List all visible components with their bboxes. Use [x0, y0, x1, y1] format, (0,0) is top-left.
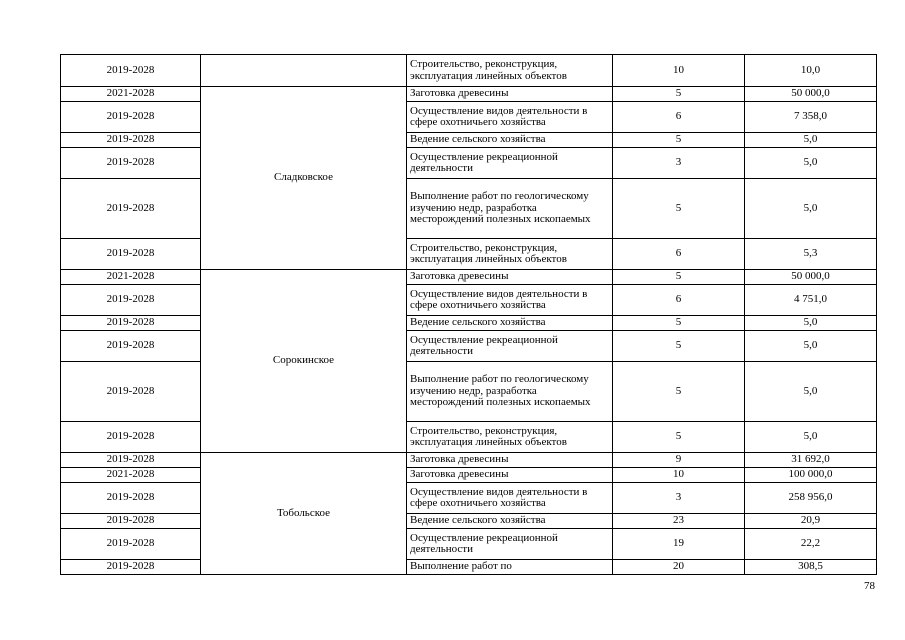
period-cell: 2019-2028: [61, 133, 201, 148]
table-row: [61, 362, 877, 422]
use-type-cell: Осуществление видов деятельности в сфере охотничьего хозяйства: [407, 483, 613, 514]
table-row: [61, 87, 877, 102]
volume-cell: 20,9: [745, 514, 877, 529]
use-type-cell: Строительство, реконструкция, эксплуатация линейных объектов: [407, 239, 613, 270]
table-row: [61, 468, 877, 483]
forestry-cell: [201, 55, 407, 87]
area-cell: 3: [613, 148, 745, 179]
forestry-name: Сладковское: [201, 87, 407, 270]
use-type-cell: Ведение сельского хозяйства: [407, 133, 613, 148]
period-cell: 2019-2028: [61, 148, 201, 179]
period-cell: 2019-2028: [61, 316, 201, 331]
area-cell: 10: [613, 55, 745, 87]
period-cell: 2019-2028: [61, 560, 201, 575]
area-cell: 5: [613, 422, 745, 453]
area-cell: 5: [613, 133, 745, 148]
table-row: [61, 133, 877, 148]
page-number: 78: [864, 580, 875, 592]
table-row: [61, 453, 877, 468]
volume-cell: 308,5: [745, 560, 877, 575]
period-cell: 2019-2028: [61, 55, 201, 87]
volume-cell: 5,0: [745, 331, 877, 362]
volume-cell: 5,0: [745, 316, 877, 331]
forestry-name: Тобольское: [201, 453, 407, 575]
table-row: [61, 316, 877, 331]
area-cell: 5: [613, 179, 745, 239]
forestry-name: Сорокинское: [201, 270, 407, 453]
volume-cell: 258 956,0: [745, 483, 877, 514]
area-cell: 5: [613, 87, 745, 102]
table-row: [61, 270, 877, 285]
area-cell: 5: [613, 331, 745, 362]
use-type-cell: Выполнение работ по геологическому изучению недр, разработка месторождений полезных ископаемых: [407, 362, 613, 422]
use-type-cell: Заготовка древесины: [407, 270, 613, 285]
use-type-cell: Строительство, реконструкция, эксплуатация линейных объектов: [407, 422, 613, 453]
use-type-cell: Выполнение работ по геологическому изучению недр, разработка месторождений полезных ископаемых: [407, 179, 613, 239]
period-cell: 2019-2028: [61, 514, 201, 529]
period-cell: 2019-2028: [61, 422, 201, 453]
volume-cell: 5,0: [745, 179, 877, 239]
area-cell: 5: [613, 270, 745, 285]
use-type-cell: Ведение сельского хозяйства: [407, 514, 613, 529]
use-type-cell: Осуществление видов деятельности в сфере охотничьего хозяйства: [407, 285, 613, 316]
period-cell: 2019-2028: [61, 453, 201, 468]
table-row: [61, 102, 877, 133]
area-cell: 6: [613, 102, 745, 133]
table-row: [61, 285, 877, 316]
table-row: [61, 331, 877, 362]
table-row: [61, 148, 877, 179]
use-type-cell: Осуществление видов деятельности в сфере охотничьего хозяйства: [407, 102, 613, 133]
volume-cell: 22,2: [745, 529, 877, 560]
table-row: [61, 514, 877, 529]
table-row: [61, 179, 877, 239]
period-cell: 2021-2028: [61, 87, 201, 102]
volume-cell: 4 751,0: [745, 285, 877, 316]
table-row: [61, 422, 877, 453]
use-type-cell: Осуществление рекреационной деятельности: [407, 148, 613, 179]
volume-cell: 31 692,0: [745, 453, 877, 468]
use-type-cell: Заготовка древесины: [407, 453, 613, 468]
volume-cell: 5,0: [745, 362, 877, 422]
area-cell: 20: [613, 560, 745, 575]
use-type-cell: Осуществление рекреационной деятельности: [407, 529, 613, 560]
volume-cell: 50 000,0: [745, 270, 877, 285]
period-cell: 2019-2028: [61, 239, 201, 270]
area-cell: 19: [613, 529, 745, 560]
period-cell: 2019-2028: [61, 362, 201, 422]
area-cell: 23: [613, 514, 745, 529]
use-type-cell: Строительство, реконструкция, эксплуатация линейных объектов: [407, 55, 613, 87]
volume-cell: 7 358,0: [745, 102, 877, 133]
volume-cell: 5,0: [745, 422, 877, 453]
period-cell: 2019-2028: [61, 179, 201, 239]
volume-cell: 5,0: [745, 148, 877, 179]
table-row: [61, 239, 877, 270]
area-cell: 6: [613, 239, 745, 270]
period-cell: 2019-2028: [61, 529, 201, 560]
volume-cell: 100 000,0: [745, 468, 877, 483]
area-cell: 10: [613, 468, 745, 483]
area-cell: 3: [613, 483, 745, 514]
use-type-cell: Осуществление рекреационной деятельности: [407, 331, 613, 362]
use-type-cell: Заготовка древесины: [407, 468, 613, 483]
area-cell: 5: [613, 362, 745, 422]
period-cell: 2019-2028: [61, 331, 201, 362]
area-cell: 5: [613, 316, 745, 331]
period-cell: 2019-2028: [61, 102, 201, 133]
table-row: [61, 483, 877, 514]
table-row: [61, 55, 877, 87]
table-row: [61, 529, 877, 560]
period-cell: 2019-2028: [61, 285, 201, 316]
period-cell: 2021-2028: [61, 468, 201, 483]
volume-cell: 10,0: [745, 55, 877, 87]
period-cell: 2021-2028: [61, 270, 201, 285]
period-cell: 2019-2028: [61, 483, 201, 514]
volume-cell: 5,0: [745, 133, 877, 148]
volume-cell: 5,3: [745, 239, 877, 270]
use-type-cell: Ведение сельского хозяйства: [407, 316, 613, 331]
area-cell: 9: [613, 453, 745, 468]
volume-cell: 50 000,0: [745, 87, 877, 102]
forest-use-table: [60, 54, 877, 575]
table-row: [61, 560, 877, 575]
area-cell: 6: [613, 285, 745, 316]
use-type-cell: Выполнение работ по: [407, 560, 613, 575]
use-type-cell: Заготовка древесины: [407, 87, 613, 102]
